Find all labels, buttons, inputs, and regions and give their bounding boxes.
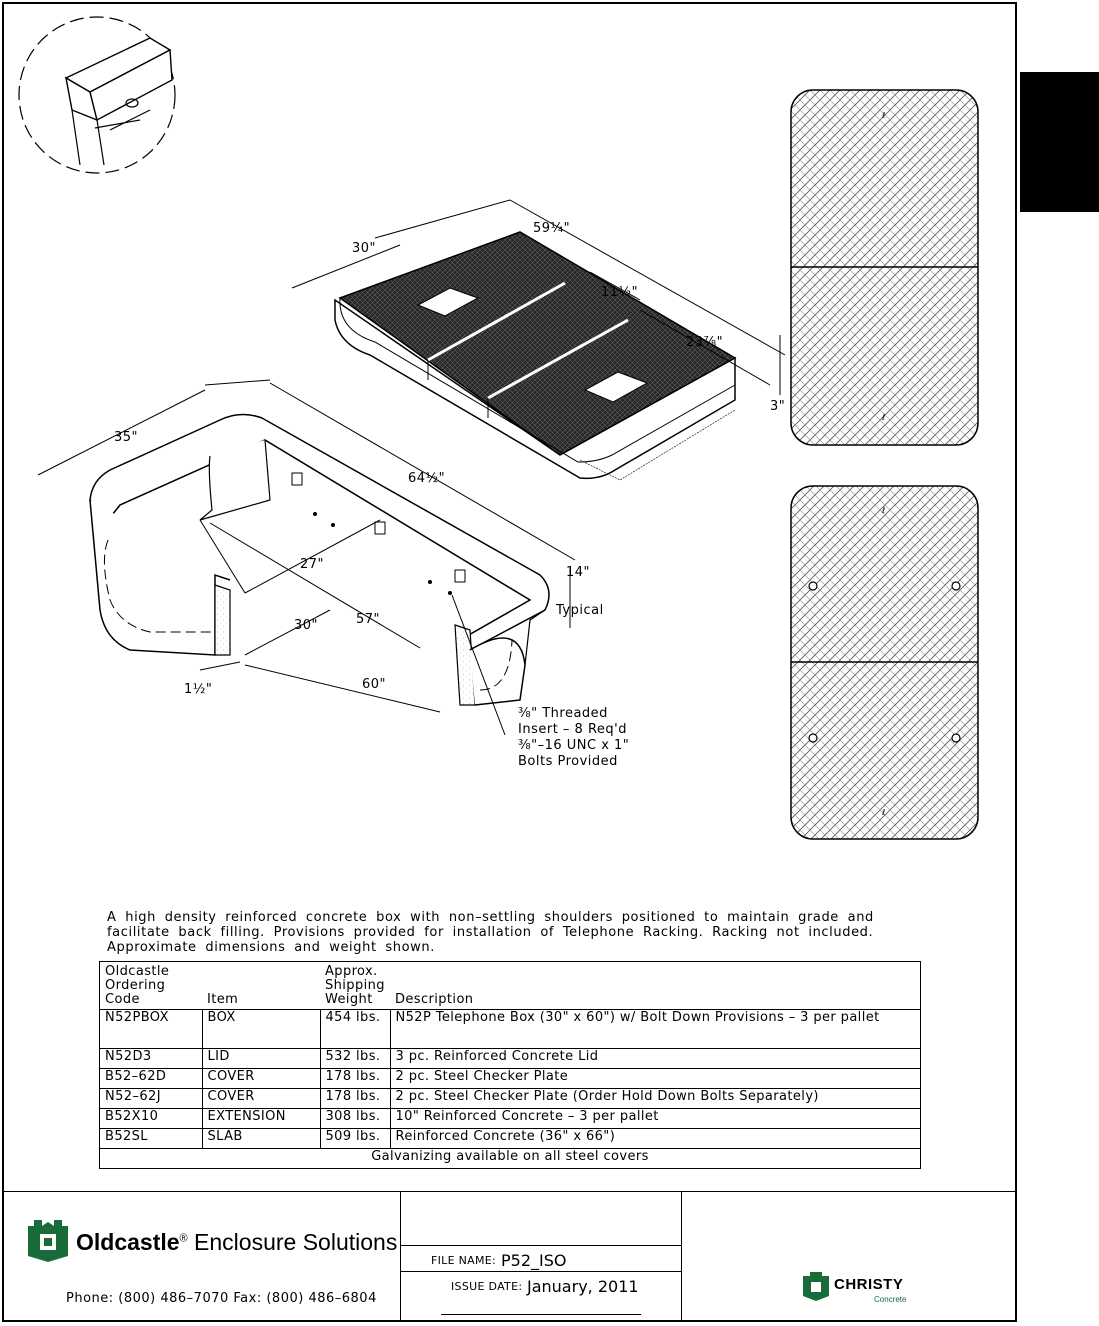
file-name-row [401,1245,681,1272]
title-block-company [4,1192,400,1321]
row-code: N52–62J [100,1089,203,1109]
dim-lid-width: 30" [352,241,377,256]
header-code: Oldcastle Ordering Code [100,962,203,1010]
signature-line [441,1314,641,1315]
brand-suffix: Enclosure Solutions [187,1229,398,1255]
company-name [76,1229,397,1256]
row-description: 2 pc. Steel Checker Plate [390,1069,921,1089]
dim-depth-note: Typical [556,603,604,618]
checker-plate-bottom [791,486,978,839]
galvanizing-note: Galvanizing available on all steel covers [100,1149,921,1169]
insert-note-2: Insert – 8 Req'd [518,722,627,737]
row-item: EXTENSION [202,1109,320,1129]
insert-note-3: ⅜"–16 UNC x 1" [518,738,630,753]
svg-text:ℓ: ℓ [882,808,886,817]
file-name-value: P52_ISO [501,1251,567,1270]
oldcastle-logo-icon [24,1216,72,1264]
dim-lid-center: 11½" [601,285,639,300]
table-row [100,1109,921,1129]
row-code: B52X10 [100,1109,203,1129]
row-item: LID [202,1049,320,1069]
dim-outer-width: 30" [294,618,319,633]
dim-wall: 1½" [184,682,213,697]
dim-box-width: 35" [114,430,139,445]
dim-lid-thickness: 3" [770,399,786,414]
issue-date-row [401,1271,681,1298]
brand-name: Oldcastle [76,1229,180,1255]
dim-depth: 14" [566,565,591,580]
table-row [100,1010,921,1049]
lid-isometric [335,232,735,480]
svg-text:ℓ: ℓ [882,506,886,515]
issue-date-value: January, 2011 [527,1277,639,1296]
row-code: N52D3 [100,1049,203,1069]
title-block-file-info [400,1192,682,1321]
row-description: 10" Reinforced Concrete – 3 per pallet [390,1109,921,1129]
dim-box-length: 64½" [408,471,446,486]
row-weight: 509 lbs. [320,1129,390,1149]
row-description: 2 pc. Steel Checker Plate (Order Hold Down Bolts Separately) [390,1089,921,1109]
title-block [4,1191,1016,1321]
dim-outer-length: 60" [362,677,387,692]
table-row [100,1049,921,1069]
checker-plate-top [791,90,978,445]
ordering-table [99,961,921,1169]
product-description: A high density reinforced concrete box with non–settling shoulders positioned to maintain grade and facilitate back filling. Provisions provided for installation of Telephone Racking. Racking not included. Approximate dimensions and weight shown. [107,910,874,955]
header-description: Description [390,962,921,1010]
row-description: 3 pc. Reinforced Concrete Lid [390,1049,921,1069]
row-weight: 454 lbs. [320,1010,390,1049]
row-weight: 178 lbs. [320,1069,390,1089]
christy-brand: CHRISTY [834,1276,904,1293]
svg-text:ℓ: ℓ [882,413,886,422]
row-weight: 178 lbs. [320,1089,390,1109]
row-weight: 532 lbs. [320,1049,390,1069]
row-description: N52P Telephone Box (30" x 60") w/ Bolt Down Provisions – 3 per pallet [390,1010,921,1049]
row-item: SLAB [202,1129,320,1149]
christy-logo-icon [800,1270,832,1302]
issue-date-label: ISSUE DATE: [451,1280,523,1293]
detail-circle [19,17,175,173]
contact-phone: Phone: (800) 486–7070 Fax: (800) 486–6804 [66,1291,377,1306]
title-block-christy [682,1192,1016,1321]
dim-inner-length: 57" [356,612,381,627]
dim-inner-width: 27" [300,557,325,572]
row-description: Reinforced Concrete (36" x 66") [390,1129,921,1149]
file-name-label: FILE NAME: [431,1254,497,1267]
table-row [100,1069,921,1089]
row-code: B52–62D [100,1069,203,1089]
table-row [100,1089,921,1109]
insert-note-1: ⅜" Threaded [518,706,608,721]
row-weight: 308 lbs. [320,1109,390,1129]
table-row [100,1129,921,1149]
row-item: COVER [202,1089,320,1109]
dim-lid-length: 59¼" [533,221,571,236]
header-weight: Approx. Shipping Weight [320,962,390,1010]
row-item: COVER [202,1069,320,1089]
dim-lid-end: 23⅞" [686,335,724,350]
header-item: Item [202,962,320,1010]
christy-sub: Concrete [874,1295,907,1304]
row-code: B52SL [100,1129,203,1149]
insert-note-4: Bolts Provided [518,754,618,769]
row-code: N52PBOX [100,1010,203,1049]
svg-text:ℓ: ℓ [882,111,886,120]
table-note-row [100,1149,921,1169]
row-item: BOX [202,1010,320,1049]
registered-mark: ® [179,1232,188,1245]
